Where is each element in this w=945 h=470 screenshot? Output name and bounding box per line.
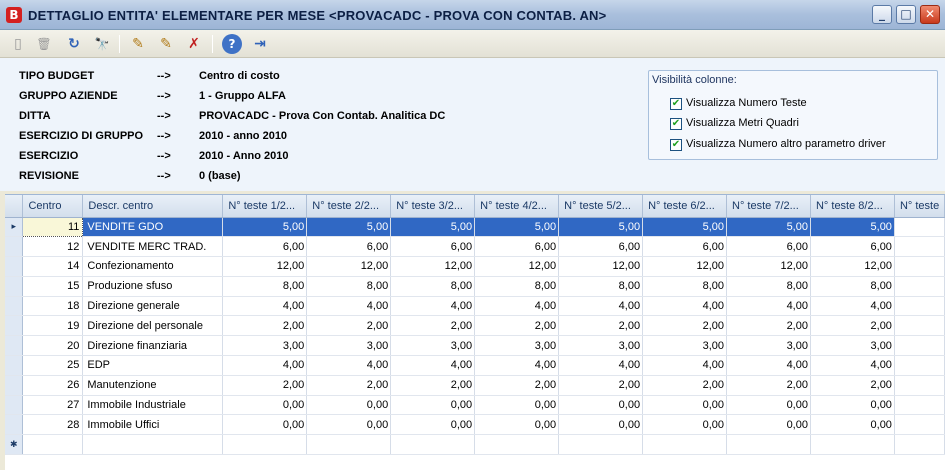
cell-value[interactable]: 2,00 [810,316,894,336]
cell-value[interactable]: 6,00 [475,237,559,257]
cell-value[interactable]: 12,00 [727,257,811,277]
table-row[interactable] [5,415,945,435]
cell-value[interactable]: 4,00 [559,356,643,376]
empty-cell[interactable] [475,435,559,455]
empty-cell[interactable] [894,435,944,455]
cell-value[interactable]: 0,00 [727,395,811,415]
new-row-icon[interactable]: ✱ [5,435,23,455]
empty-cell[interactable] [559,435,643,455]
cell-value[interactable]: 8,00 [810,276,894,296]
empty-cell[interactable] [391,435,475,455]
cell-value[interactable]: 8,00 [643,276,727,296]
cell-value[interactable]: 4,00 [643,356,727,376]
cell-descr-centro[interactable]: VENDITE MERC TRAD. [83,237,223,257]
column-header-descr[interactable]: Descr. centro [83,195,223,217]
cell-value[interactable]: 0,00 [810,395,894,415]
cell-centro[interactable]: 28 [23,415,83,435]
cell-centro[interactable]: 19 [23,316,83,336]
table-row[interactable] [5,217,945,237]
checkbox-label[interactable]: Visualizza Metri Quadri [686,117,799,129]
checkbox-checked-icon[interactable]: ✔ [671,118,681,129]
cell-centro[interactable]: 11 [23,217,83,237]
cell-value[interactable]: 3,00 [727,336,811,356]
cell-value-partial[interactable] [894,276,944,296]
cell-value[interactable]: 4,00 [810,356,894,376]
toolbar-separator [212,35,213,53]
cell-value[interactable]: 8,00 [727,276,811,296]
close-button[interactable]: ✕ [920,5,940,24]
cell-value[interactable]: 2,00 [223,316,307,336]
header-arrow: --> [157,130,171,142]
cell-value[interactable]: 12,00 [810,257,894,277]
cell-value[interactable]: 0,00 [391,415,475,435]
cell-descr-centro[interactable]: VENDITE GDO [83,217,223,237]
cell-descr-centro[interactable]: Immobile Uffici [83,415,223,435]
cell-value[interactable]: 4,00 [391,296,475,316]
cell-centro[interactable]: 20 [23,336,83,356]
cell-value[interactable]: 4,00 [727,296,811,316]
cell-value[interactable]: 5,00 [810,217,894,237]
cell-value-partial[interactable] [894,415,944,435]
cell-value[interactable]: 6,00 [391,237,475,257]
header-label: GRUPPO AZIENDE [19,90,118,102]
cell-descr-centro[interactable]: Immobile Industriale [83,395,223,415]
cell-value[interactable]: 5,00 [643,217,727,237]
header-value: 2010 - anno 2010 [199,130,288,142]
cell-value[interactable]: 3,00 [559,336,643,356]
cell-value[interactable]: 12,00 [223,257,307,277]
checkbox-label[interactable]: Visualizza Numero Teste [686,97,807,109]
cell-value[interactable]: 0,00 [307,415,391,435]
new-icon[interactable]: ▯ [14,36,22,52]
cell-value[interactable]: 2,00 [307,316,391,336]
toolbar-separator [119,35,120,53]
row-selector[interactable] [5,336,23,356]
toolbar [0,30,945,58]
header-arrow: --> [157,170,171,182]
table-row[interactable] [5,336,945,356]
cell-value[interactable]: 0,00 [727,415,811,435]
cell-value[interactable]: 0,00 [643,415,727,435]
header-value: 2010 - Anno 2010 [199,150,289,162]
cell-value-partial[interactable] [894,217,944,237]
row-selector[interactable] [5,276,23,296]
cell-value[interactable]: 12,00 [391,257,475,277]
cell-value[interactable]: 0,00 [391,395,475,415]
cell-value[interactable]: 5,00 [727,217,811,237]
cell-centro[interactable]: 12 [23,237,83,257]
cell-value[interactable]: 8,00 [559,276,643,296]
cell-value[interactable]: 4,00 [391,356,475,376]
column-header-month-4[interactable]: N° teste 4/2... [475,195,559,217]
cell-descr-centro[interactable]: Direzione del personale [83,316,223,336]
cell-value[interactable]: 0,00 [475,415,559,435]
header-label: ESERCIZIO DI GRUPPO [19,130,144,142]
cell-value[interactable]: 8,00 [475,276,559,296]
cell-value[interactable]: 5,00 [475,217,559,237]
search-icon[interactable]: 🔭 [94,37,110,51]
cell-value[interactable]: 6,00 [223,237,307,257]
cell-centro[interactable]: 26 [23,375,83,395]
cell-value[interactable]: 4,00 [475,296,559,316]
column-header-month-7[interactable]: N° teste 7/2... [727,195,811,217]
column-header-month-2[interactable]: N° teste 2/2... [307,195,391,217]
table-row[interactable] [5,257,945,277]
data-grid[interactable] [5,194,945,470]
cell-value[interactable]: 5,00 [307,217,391,237]
header-arrow: --> [157,90,171,102]
cell-value[interactable]: 2,00 [475,316,559,336]
cell-value[interactable]: 0,00 [307,395,391,415]
row-selector[interactable] [5,375,23,395]
app-icon: B [6,7,22,23]
maximize-button[interactable]: □ [896,5,916,24]
cell-value[interactable]: 0,00 [810,415,894,435]
column-header-month-1[interactable]: N° teste 1/2... [223,195,307,217]
cell-value[interactable]: 4,00 [727,356,811,376]
row-selector-header [5,195,23,217]
checkbox-checked-icon[interactable]: ✔ [671,139,681,150]
column-visibility-title: Visibilità colonne: [652,74,737,86]
table-row[interactable] [5,296,945,316]
cell-value[interactable]: 2,00 [391,375,475,395]
cell-value[interactable]: 12,00 [307,257,391,277]
cell-value[interactable]: 4,00 [475,356,559,376]
edit-icon[interactable]: ✎ [132,36,144,52]
edit-fill-icon[interactable]: ✎ [160,36,172,52]
cell-value-partial[interactable] [894,336,944,356]
header-arrow: --> [157,110,171,122]
cell-value-partial[interactable] [894,356,944,376]
column-header-month-9[interactable]: N° teste [894,195,944,217]
window-title: DETTAGLIO ENTITA' ELEMENTARE PER MESE <PROVACADC - PROVA CON CONTAB. AN> [28,8,607,23]
column-header-month-3[interactable]: N° teste 3/2... [391,195,475,217]
cell-value[interactable]: 2,00 [810,375,894,395]
table-row[interactable] [5,316,945,336]
cell-value[interactable]: 3,00 [391,336,475,356]
cancel-edit-icon[interactable]: ✗ [188,36,200,52]
empty-cell[interactable] [223,435,307,455]
cell-value[interactable]: 2,00 [475,375,559,395]
cell-descr-centro[interactable]: Confezionamento [83,257,223,277]
cell-value[interactable]: 8,00 [223,276,307,296]
cell-value[interactable]: 4,00 [810,296,894,316]
table-row[interactable] [5,356,945,376]
cell-centro[interactable]: 15 [23,276,83,296]
cell-value-partial[interactable] [894,237,944,257]
cell-value[interactable]: 6,00 [307,237,391,257]
column-visibility-group [648,70,938,160]
cell-descr-centro[interactable]: Direzione finanziaria [83,336,223,356]
cell-value-partial[interactable] [894,296,944,316]
cell-value[interactable]: 4,00 [223,296,307,316]
cell-value[interactable]: 0,00 [475,395,559,415]
cell-value[interactable]: 2,00 [559,375,643,395]
help-icon[interactable]: ? [222,34,242,54]
cell-centro[interactable]: 18 [23,296,83,316]
cell-value[interactable]: 6,00 [559,237,643,257]
cell-value[interactable]: 3,00 [223,336,307,356]
cell-value-partial[interactable] [894,316,944,336]
empty-cell[interactable] [643,435,727,455]
cell-value[interactable]: 8,00 [391,276,475,296]
cell-value[interactable]: 3,00 [643,336,727,356]
column-header-month-8[interactable]: N° teste 8/2... [810,195,894,217]
header-label: TIPO BUDGET [19,70,95,82]
cell-value[interactable]: 4,00 [223,356,307,376]
minimize-button[interactable]: _ [872,5,892,24]
empty-cell[interactable] [810,435,894,455]
cell-value-partial[interactable] [894,395,944,415]
cell-value[interactable]: 0,00 [643,395,727,415]
cell-value[interactable]: 4,00 [559,296,643,316]
cell-centro[interactable]: 25 [23,356,83,376]
empty-cell[interactable] [727,435,811,455]
header-label: REVISIONE [19,170,79,182]
title-bar [0,0,945,30]
checkbox-label[interactable]: Visualizza Numero altro parametro driver [686,138,886,150]
row-selector[interactable] [5,237,23,257]
cell-centro[interactable]: 27 [23,395,83,415]
cell-value[interactable]: 3,00 [475,336,559,356]
cell-value[interactable]: 0,00 [559,415,643,435]
cell-value[interactable]: 0,00 [559,395,643,415]
header-arrow: --> [157,70,171,82]
grid-body [5,217,945,455]
cell-value[interactable]: 3,00 [810,336,894,356]
undo-icon[interactable]: ↻ [68,36,80,52]
grid-header-row [5,195,945,217]
header-label: DITTA [19,110,51,122]
table-row[interactable] [5,237,945,257]
cell-value[interactable]: 0,00 [223,395,307,415]
header-value: 0 (base) [199,170,241,182]
table-row[interactable] [5,375,945,395]
cell-descr-centro[interactable]: Manutenzione [83,375,223,395]
header-value: Centro di costo [199,70,280,82]
cell-value[interactable]: 8,00 [307,276,391,296]
cell-value[interactable]: 4,00 [643,296,727,316]
cell-value[interactable]: 2,00 [391,316,475,336]
cell-value[interactable]: 5,00 [391,217,475,237]
row-selector[interactable] [5,395,23,415]
row-selector[interactable] [5,296,23,316]
empty-cell[interactable] [23,435,83,455]
cell-value[interactable]: 3,00 [307,336,391,356]
row-selector[interactable] [5,257,23,277]
cell-value[interactable]: 4,00 [307,356,391,376]
column-header-month-5[interactable]: N° teste 5/2... [559,195,643,217]
row-selector[interactable] [5,356,23,376]
empty-cell[interactable] [83,435,223,455]
column-header-centro[interactable]: Centro [23,195,83,217]
row-selector[interactable] [5,316,23,336]
row-selector[interactable] [5,415,23,435]
cell-value[interactable]: 6,00 [810,237,894,257]
cell-value[interactable]: 12,00 [559,257,643,277]
delete-icon[interactable]: 🗑 [36,37,52,51]
column-header-month-6[interactable]: N° teste 6/2... [643,195,727,217]
new-row[interactable] [5,435,945,455]
cell-centro[interactable]: 14 [23,257,83,277]
cell-descr-centro[interactable]: Direzione generale [83,296,223,316]
cell-value[interactable]: 2,00 [727,375,811,395]
cell-value-partial[interactable] [894,257,944,277]
cell-descr-centro[interactable]: Produzione sfuso [83,276,223,296]
cell-value-partial[interactable] [894,375,944,395]
header-value: 1 - Gruppo ALFA [199,90,286,102]
cell-value[interactable]: 2,00 [559,316,643,336]
current-row-indicator-icon[interactable]: ▸ [5,217,23,237]
cell-value[interactable]: 2,00 [307,375,391,395]
table-row[interactable] [5,276,945,296]
cell-value[interactable]: 2,00 [727,316,811,336]
cell-value[interactable]: 0,00 [223,415,307,435]
cell-value[interactable]: 4,00 [307,296,391,316]
header-label: ESERCIZIO [19,150,79,162]
cell-value[interactable]: 6,00 [643,237,727,257]
table-row[interactable] [5,395,945,415]
header-value: PROVACADC - Prova Con Contab. Analitica DC [199,110,446,122]
cell-value[interactable]: 12,00 [643,257,727,277]
cell-value[interactable]: 2,00 [643,375,727,395]
cell-descr-centro[interactable]: EDP [83,356,223,376]
cell-value[interactable]: 6,00 [727,237,811,257]
empty-cell[interactable] [307,435,391,455]
grid-table [5,195,945,455]
cell-value[interactable]: 5,00 [559,217,643,237]
cell-value[interactable]: 2,00 [643,316,727,336]
checkbox-checked-icon[interactable]: ✔ [671,98,681,109]
exit-icon[interactable]: ⇥ [254,36,266,52]
header-arrow: --> [157,150,171,162]
cell-value[interactable]: 2,00 [223,375,307,395]
cell-value[interactable]: 5,00 [223,217,307,237]
cell-value[interactable]: 12,00 [475,257,559,277]
